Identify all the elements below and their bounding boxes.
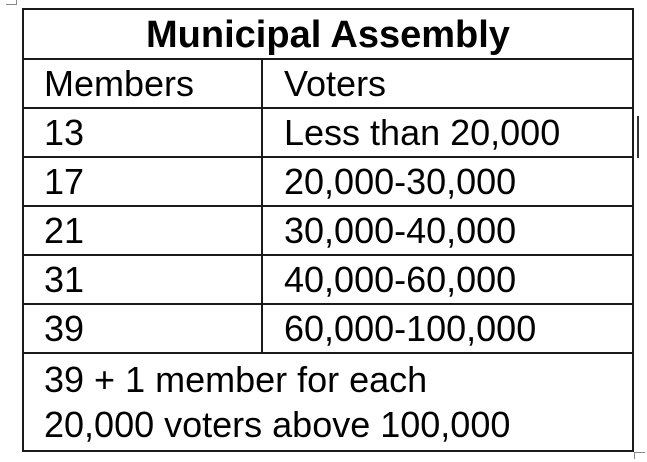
header-members: Members — [24, 60, 263, 107]
voters-cell: Less than 20,000 — [284, 112, 561, 153]
voters-cell: 40,000-60,000 — [284, 259, 517, 300]
voters-cell: 60,000-100,000 — [284, 308, 537, 349]
voters-cell: 30,000-40,000 — [284, 210, 517, 251]
table-title: Municipal Assembly — [24, 10, 632, 60]
footer-line: 39 + 1 member for each — [44, 359, 428, 400]
table-row — [24, 256, 632, 305]
members-cell: 21 — [24, 207, 263, 254]
municipal-assembly-table — [22, 8, 634, 452]
table-header-row — [24, 60, 632, 109]
table-footer-note — [24, 354, 632, 450]
members-cell: 13 — [24, 109, 263, 156]
members-cell: 17 — [24, 158, 263, 205]
table-row — [24, 207, 632, 256]
header-voters: Voters — [284, 63, 387, 104]
footer-line: 20,000 voters above 100,000 — [44, 404, 511, 445]
page-corner-marker — [634, 452, 645, 459]
table-row — [24, 109, 632, 158]
members-cell: 39 — [24, 305, 263, 352]
table-row — [24, 158, 632, 207]
table-row — [24, 305, 632, 354]
voters-cell: 20,000-30,000 — [284, 161, 517, 202]
page-corner-marker — [6, 0, 17, 5]
members-cell: 31 — [24, 256, 263, 303]
text-cursor — [637, 116, 639, 158]
